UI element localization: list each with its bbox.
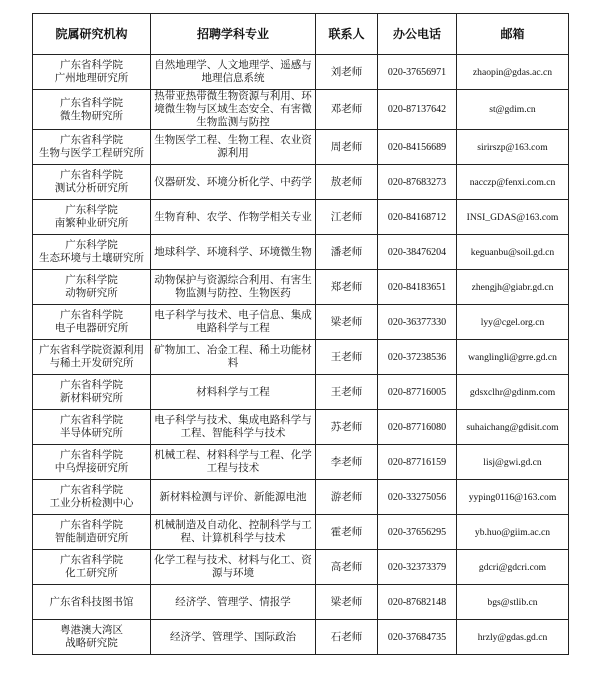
phone-cell: 020-36377330 [378, 305, 457, 340]
table-row [33, 270, 569, 305]
contact-cell: 郑老师 [316, 270, 378, 305]
contact-cell: 潘老师 [316, 235, 378, 270]
email-cell: lisj@gwi.gd.cn [457, 445, 569, 480]
discipline-cell: 电子科学与技术、集成电路科学与工程、智能科学与技术 [151, 410, 316, 445]
recruitment-table [32, 13, 569, 655]
institute-cell: 广东科学院 生态环境与土壤研究所 [33, 235, 151, 270]
institute-cell: 广东科学院 动物研究所 [33, 270, 151, 305]
contact-cell: 高老师 [316, 550, 378, 585]
table-row [33, 90, 569, 130]
table-row [33, 585, 569, 620]
contact-cell: 梁老师 [316, 585, 378, 620]
phone-cell: 020-87682148 [378, 585, 457, 620]
institute-cell: 广东省科学院资源利用 与稀土开发研究所 [33, 340, 151, 375]
phone-cell: 020-87137642 [378, 90, 457, 130]
institute-cell: 广东省科技图书馆 [33, 585, 151, 620]
email-cell: zhaopin@gdas.ac.cn [457, 55, 569, 90]
discipline-cell: 经济学、管理学、情报学 [151, 585, 316, 620]
phone-cell: 020-32373379 [378, 550, 457, 585]
contact-cell: 苏老师 [316, 410, 378, 445]
contact-cell: 李老师 [316, 445, 378, 480]
discipline-cell: 机械制造及自动化、控制科学与工程、计算机科学与技术 [151, 515, 316, 550]
discipline-cell: 材料科学与工程 [151, 375, 316, 410]
institute-cell: 广东省科学院 化工研究所 [33, 550, 151, 585]
phone-cell: 020-87716080 [378, 410, 457, 445]
discipline-cell: 地球科学、环境科学、环境微生物 [151, 235, 316, 270]
phone-cell: 020-87683273 [378, 165, 457, 200]
email-cell: bgs@stlib.cn [457, 585, 569, 620]
table-row [33, 340, 569, 375]
email-cell: zhengjh@giabr.gd.cn [457, 270, 569, 305]
contact-cell: 游老师 [316, 480, 378, 515]
contact-cell: 霍老师 [316, 515, 378, 550]
email-cell: keguanbu@soil.gd.cn [457, 235, 569, 270]
email-cell: gdcri@gdcri.com [457, 550, 569, 585]
phone-cell: 020-87716159 [378, 445, 457, 480]
discipline-cell: 机械工程、材料科学与工程、化学工程与技术 [151, 445, 316, 480]
email-cell: yb.huo@giim.ac.cn [457, 515, 569, 550]
institute-cell: 广东省科学院 生物与医学工程研究所 [33, 130, 151, 165]
institute-cell: 广东省科学院 测试分析研究所 [33, 165, 151, 200]
institute-cell: 广东省科学院 新材料研究所 [33, 375, 151, 410]
discipline-cell: 热带亚热带微生物资源与利用、环境微生物与区域生态安全、有害微生物监测与防控 [151, 90, 316, 130]
institute-cell: 广东科学院 南繁种业研究所 [33, 200, 151, 235]
contact-cell: 刘老师 [316, 55, 378, 90]
contact-cell: 王老师 [316, 375, 378, 410]
phone-cell: 020-84183651 [378, 270, 457, 305]
institute-cell: 广东省科学院 半导体研究所 [33, 410, 151, 445]
contact-cell: 江老师 [316, 200, 378, 235]
phone-cell: 020-84168712 [378, 200, 457, 235]
institute-cell: 广东省科学院 电子电器研究所 [33, 305, 151, 340]
phone-cell: 020-38476204 [378, 235, 457, 270]
table-row [33, 235, 569, 270]
header-discipline: 招聘学科专业 [151, 14, 316, 55]
email-cell: gdsxclhr@gdinm.com [457, 375, 569, 410]
header-contact: 联系人 [316, 14, 378, 55]
email-cell: suhaichang@gdisit.com [457, 410, 569, 445]
institute-cell: 广东省科学院 智能制造研究所 [33, 515, 151, 550]
table-row [33, 200, 569, 235]
discipline-cell: 动物保护与资源综合利用、有害生物监测与防控、生物医药 [151, 270, 316, 305]
phone-cell: 020-84156689 [378, 130, 457, 165]
discipline-cell: 新材料检测与评价、新能源电池 [151, 480, 316, 515]
table-row [33, 620, 569, 655]
discipline-cell: 仪器研发、环境分析化学、中药学 [151, 165, 316, 200]
institute-cell: 广东省科学院 工业分析检测中心 [33, 480, 151, 515]
email-cell: hrzly@gdas.gd.cn [457, 620, 569, 655]
contact-cell: 石老师 [316, 620, 378, 655]
table-row [33, 515, 569, 550]
table-row [33, 410, 569, 445]
header-email: 邮箱 [457, 14, 569, 55]
header-row [33, 14, 569, 55]
header-institute: 院属研究机构 [33, 14, 151, 55]
discipline-cell: 经济学、管理学、国际政治 [151, 620, 316, 655]
email-cell: yyping0116@163.com [457, 480, 569, 515]
discipline-cell: 生物医学工程、生物工程、农业资源利用 [151, 130, 316, 165]
discipline-cell: 自然地理学、人文地理学、遥感与地理信息系统 [151, 55, 316, 90]
discipline-cell: 生物育种、农学、作物学相关专业 [151, 200, 316, 235]
institute-cell: 广东省科学院 微生物研究所 [33, 90, 151, 130]
institute-cell: 粤港澳大湾区 战略研究院 [33, 620, 151, 655]
email-cell: wanglingli@grre.gd.cn [457, 340, 569, 375]
discipline-cell: 电子科学与技术、电子信息、集成电路科学与工程 [151, 305, 316, 340]
contact-cell: 周老师 [316, 130, 378, 165]
email-cell: sirirszp@163.com [457, 130, 569, 165]
phone-cell: 020-37656971 [378, 55, 457, 90]
table-row [33, 375, 569, 410]
header-phone: 办公电话 [378, 14, 457, 55]
table-row [33, 445, 569, 480]
institute-cell: 广东省科学院 中乌焊接研究所 [33, 445, 151, 480]
table-row [33, 55, 569, 90]
contact-cell: 邓老师 [316, 90, 378, 130]
table-row [33, 130, 569, 165]
table-row [33, 165, 569, 200]
phone-cell: 020-37238536 [378, 340, 457, 375]
discipline-cell: 矿物加工、冶金工程、稀土功能材料 [151, 340, 316, 375]
email-cell: nacczp@fenxi.com.cn [457, 165, 569, 200]
table-row [33, 480, 569, 515]
institute-cell: 广东省科学院 广州地理研究所 [33, 55, 151, 90]
discipline-cell: 化学工程与技术、材料与化工、资源与环境 [151, 550, 316, 585]
email-cell: INSI_GDAS@163.com [457, 200, 569, 235]
contact-cell: 王老师 [316, 340, 378, 375]
phone-cell: 020-33275056 [378, 480, 457, 515]
table-row [33, 550, 569, 585]
contact-cell: 敖老师 [316, 165, 378, 200]
email-cell: lyy@cgel.org.cn [457, 305, 569, 340]
contact-cell: 梁老师 [316, 305, 378, 340]
phone-cell: 020-87716005 [378, 375, 457, 410]
phone-cell: 020-37684735 [378, 620, 457, 655]
table-row [33, 305, 569, 340]
phone-cell: 020-37656295 [378, 515, 457, 550]
email-cell: st@gdim.cn [457, 90, 569, 130]
